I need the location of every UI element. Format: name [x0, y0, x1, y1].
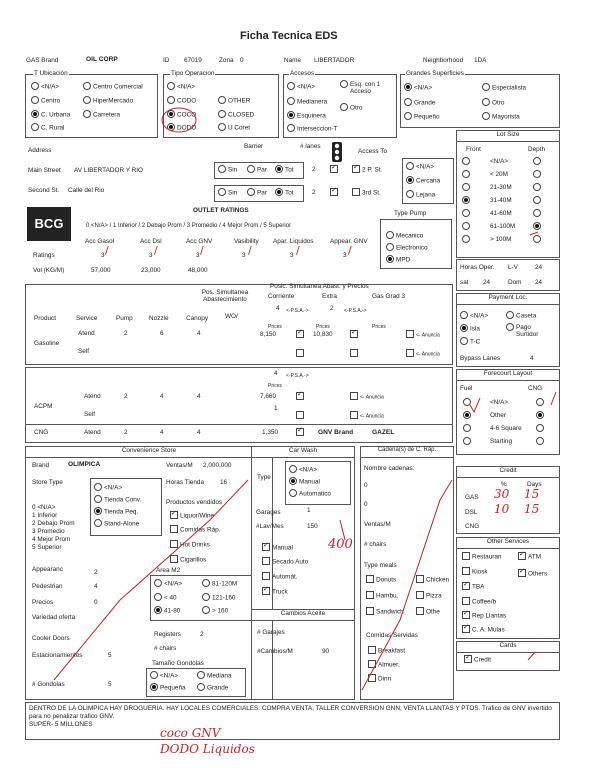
lanes-second-value[interactable]: 2 — [312, 189, 316, 196]
gondolas-value[interactable]: 5 — [108, 681, 112, 688]
appearance-value[interactable]: 2 — [94, 569, 98, 576]
pump-mecanico[interactable]: Mecanico — [386, 232, 423, 241]
access-lejana[interactable]: Lejana — [406, 191, 435, 200]
lot-size-label: 21-30M — [490, 184, 512, 191]
lot-size-label: < 20M — [490, 171, 508, 178]
payment-tc[interactable]: T-C — [460, 338, 480, 347]
accesos-interseccion[interactable]: Interseccion-T — [287, 125, 338, 134]
forecourt-cng-label: CNG — [528, 385, 543, 392]
ubicacion-hiper[interactable]: HiperMercado — [83, 97, 133, 106]
productos-title: Productos vendidos — [166, 499, 223, 506]
aceite-title: Cambios Aceite — [251, 609, 355, 621]
horas-tienda-label: Horas Tienda — [166, 479, 205, 486]
operacion-closed[interactable]: CLOSED — [218, 111, 254, 120]
prices-label: Prices — [372, 324, 386, 330]
carwash-manual[interactable]: Manual — [289, 478, 320, 487]
type-pump-title: Type Pump — [394, 210, 427, 217]
access-cercana[interactable]: Cercana — [406, 177, 440, 186]
prices-label: Prices — [268, 324, 282, 330]
store-brand-value[interactable]: OLIMPICA — [68, 461, 101, 468]
credit-gas-label: GAS — [465, 494, 479, 501]
area-lt40[interactable]: < 40 — [154, 594, 177, 603]
ratings-label: Ratings — [33, 252, 55, 259]
gas-self-g3-check[interactable]: <- Anuncia — [406, 350, 440, 359]
acpm-self-anuncia[interactable]: <- Anuncia — [350, 412, 384, 421]
acpm-pump-value[interactable]: 2 — [124, 393, 128, 400]
ubicacion-cc[interactable]: Centro Comercial — [83, 83, 143, 92]
gas-e-pos[interactable]: 2 — [330, 305, 334, 312]
gas-g3-check[interactable]: <- Anuncia — [406, 331, 440, 340]
credit-pct-label: % — [501, 481, 507, 488]
gas-e-price[interactable]: 10,830 — [313, 331, 333, 338]
cng-price[interactable]: 1,350 — [262, 429, 278, 436]
handwritten-strike-line — [54, 480, 248, 680]
other-services-title: Other Services — [456, 537, 560, 549]
card-credit[interactable]: ✓Credit — [464, 656, 491, 665]
vol-diesel[interactable]: 23,000 — [141, 267, 161, 274]
carwash-title: Car Wash — [251, 446, 355, 458]
page-title: Ficha Tecnica EDS — [240, 30, 338, 42]
superficies-especialista[interactable]: Especialista — [482, 84, 526, 93]
ubicacion-centro[interactable]: Centro — [31, 97, 60, 106]
second-street-value[interactable]: Calle del Rio — [68, 187, 105, 194]
area-na[interactable]: <N/A> — [154, 580, 182, 589]
psa-label: <-P.S.A.-> — [286, 308, 309, 314]
serv-breakfast[interactable]: Breakfast — [368, 647, 405, 656]
prod-liquor[interactable]: ✓Liquor/Wine — [170, 512, 214, 521]
lot-size-label: <N/A> — [490, 158, 509, 165]
handwritten-tick — [530, 232, 538, 235]
cadena-title: Cadena(s) de C. Ráp. — [360, 446, 454, 458]
gnv-brand-label: GNV Brand — [318, 429, 354, 436]
service-kiosk[interactable]: Kiosk — [462, 568, 488, 577]
superficies-title: Grandes Superficies — [406, 70, 464, 77]
area-gt160[interactable]: > 160 — [202, 607, 228, 616]
credit-cng-label: CNG — [465, 523, 480, 530]
credit-dsl-label: DSL — [465, 509, 478, 516]
ubicacion-urbana[interactable]: C. Urbana — [31, 111, 70, 120]
cng-label: CNG — [34, 429, 49, 436]
carwash-automat-check[interactable]: Automát. — [262, 573, 298, 582]
credit-dsl-days[interactable]: 15 — [524, 502, 540, 516]
forecourt-option-label: <N/A> — [490, 399, 509, 406]
carwash-na[interactable]: <N/A> — [289, 466, 317, 475]
serv-almuer[interactable]: Almuer. — [368, 661, 400, 670]
cadena-ventas-label: Ventas/M — [364, 521, 391, 528]
service-others[interactable]: ✓ Others — [518, 570, 547, 579]
credit-dsl-pct[interactable]: 10 — [494, 502, 510, 516]
pedestrian-value[interactable]: 4 — [94, 583, 98, 590]
store-type-label: Store Type — [32, 479, 63, 486]
lav-mes-value[interactable]: 150 — [307, 523, 318, 530]
acpm-label: ACPM — [34, 403, 53, 410]
ventas-value[interactable]: 2,000,000 — [203, 462, 232, 469]
hours-dom-value[interactable]: 24 — [535, 279, 543, 286]
third-st[interactable]: 3rd St. — [352, 189, 381, 198]
barrier-main-sin[interactable]: Sin — [218, 166, 237, 175]
cambios-value[interactable]: 90 — [322, 648, 330, 655]
store-type-na[interactable]: <N/A> — [94, 484, 122, 493]
vol-gasoline[interactable]: 57,000 — [91, 267, 111, 274]
operacion-title: Tipo Operacion — [171, 70, 215, 77]
store-title: Convenience Store — [25, 446, 273, 458]
gas-brand-value[interactable]: OIL CORP — [86, 56, 118, 63]
gas-nozzle-value[interactable]: 6 — [160, 330, 164, 337]
acpm-atend-label: Atend — [84, 393, 101, 400]
hours-lv-label: L-V — [508, 264, 518, 271]
credit-gas-days[interactable]: 15 — [524, 487, 540, 501]
service-rep-llantas[interactable]: ✓Rep Llantas — [462, 612, 506, 621]
grad3-label: Gas Grad 3 — [372, 293, 406, 300]
forecourt-fuel-label: Fuel — [460, 385, 473, 392]
rating-acc-gasol[interactable]: 3 — [101, 252, 105, 259]
tam-mediana[interactable]: Mediana — [197, 672, 232, 681]
garages-label: Garages — [256, 509, 281, 516]
psa-label: <-P.S.A.-> — [344, 308, 367, 314]
barrier-second-par[interactable]: Par — [247, 189, 267, 198]
prices-header: Posic. Simultanea Abast. y Precios — [270, 283, 369, 290]
accesos-esq1[interactable]: Esq. con 1 Acceso — [340, 81, 392, 95]
handwritten-400: 400 — [328, 537, 353, 552]
gas-atend-label: Atend — [78, 330, 95, 337]
pos-simultanea-label: Pos. Simultanea Abastecimiento — [201, 289, 249, 303]
lot-size-label: 61-100M — [490, 223, 516, 230]
product-label: Product — [34, 315, 57, 322]
superficies-grande[interactable]: Grande — [404, 99, 435, 108]
carwash-truck-check[interactable]: ✓Truck — [262, 588, 288, 597]
hours-lv-value[interactable]: 24 — [535, 264, 543, 271]
rating-acc-dsl[interactable]: 3 — [149, 252, 153, 259]
barrier-second-tot[interactable]: Tot — [275, 189, 294, 198]
cooler-label: Cooler Doors — [32, 635, 70, 642]
gas-self-label: Self — [78, 348, 90, 355]
name-label: Name — [284, 57, 302, 64]
cambios-label: #Cambios/M — [257, 648, 293, 655]
hours-label: Horas Oper. — [460, 264, 495, 271]
barrier-second-sin[interactable]: Sin — [218, 189, 237, 198]
cadena-chairs-label: # chairs — [364, 541, 387, 548]
tam-grande[interactable]: Grande — [197, 684, 228, 693]
handwritten-tick — [528, 652, 535, 660]
prices-label: Prices — [268, 383, 282, 389]
gnv-brand-value[interactable]: GAZEL — [372, 429, 395, 436]
garages-value[interactable]: 1 — [307, 507, 311, 514]
hours-dom-label: Dom — [508, 279, 522, 286]
bypass-value[interactable]: 4 — [530, 355, 534, 362]
registers-value[interactable]: 2 — [200, 631, 204, 638]
credit-days-label: Days — [527, 481, 542, 488]
zona-label: Zona — [219, 57, 234, 64]
barrier-label: Barrier — [244, 143, 264, 150]
store-scale: 0 <N/A> 1 Inferior 2 Debajo Prom 3 Promedio 4 Mejor Prom 5 Superior — [32, 504, 75, 551]
store-type-conv[interactable]: Tienda Conv. — [94, 496, 141, 505]
name-value[interactable]: LIBERTADOR — [314, 57, 355, 64]
ubicacion-rural[interactable]: C. Rural — [31, 124, 64, 133]
canopy-label: Canopy — [186, 315, 209, 322]
acpm-price[interactable]: 7,660 — [260, 393, 276, 400]
acc-gnv-label: Acc GNV — [186, 238, 213, 245]
main-street-label: Main Street — [28, 167, 61, 174]
service-tba[interactable]: ✓TBA — [462, 583, 484, 592]
gas-c-price[interactable]: 8,150 — [260, 331, 276, 338]
ventas-label: Ventas/M — [166, 462, 193, 469]
ubicacion-title: T Ubicación — [34, 70, 68, 77]
cadena-nombre-label: Nombre cadenas: — [364, 465, 415, 472]
acpm-anuncia[interactable]: <- Anuncia — [350, 393, 384, 402]
payment-isla[interactable]: Isla — [460, 325, 480, 334]
carwash-auto[interactable]: Automatico — [289, 490, 331, 499]
estac-value[interactable]: 5 — [108, 652, 112, 659]
store-chairs-label: # chairs — [154, 645, 177, 652]
payment-surtidor[interactable]: Pago Surtidor — [506, 324, 554, 338]
gas-c-pos[interactable]: 4 — [276, 305, 280, 312]
tam-pequena[interactable]: Pequeña — [150, 684, 186, 693]
extra-label: Extra — [322, 293, 337, 300]
prod-cigarillos[interactable]: Cigarillos — [170, 556, 206, 565]
second-street-label: Second St. — [28, 187, 60, 194]
hours-sat-label: sat — [460, 279, 469, 286]
operacion-dodo[interactable]: DODO — [167, 124, 196, 133]
superficies-pequeno[interactable]: Pequeño — [404, 113, 440, 122]
handwritten-tick — [470, 398, 480, 412]
tam-na[interactable]: <N/A> — [150, 672, 178, 681]
forecourt-option-label: Other — [490, 412, 506, 419]
meal-chicken[interactable]: Chicken — [416, 576, 449, 585]
handwritten-strike-line — [362, 480, 452, 690]
area-41-80[interactable]: 41-80 — [154, 607, 180, 616]
service-label: Service — [76, 315, 98, 322]
cng-canopy-value[interactable]: 4 — [197, 429, 201, 436]
acpm-self-pos[interactable]: 1 — [274, 405, 278, 412]
carwash-manual-check[interactable]: ✓Manual — [262, 544, 293, 553]
appearance-label: Appearanc — [32, 566, 63, 573]
id-value[interactable]: 67019 — [184, 57, 202, 64]
meal-hambu[interactable]: Hambu. — [366, 592, 398, 601]
hours-sat-value[interactable]: 24 — [483, 279, 491, 286]
service-atm[interactable]: ✓ ATM — [518, 553, 541, 562]
operacion-coco[interactable]: COCO — [167, 111, 196, 120]
area-81-120[interactable]: 81-120M — [202, 580, 237, 589]
corriente-label: Corriente — [268, 293, 295, 300]
precios-label: Precios — [32, 599, 54, 606]
rating-acc-gnv[interactable]: 3 — [196, 252, 200, 259]
neighborhood-value[interactable]: 1DA — [474, 57, 487, 64]
rating-appear-gnv[interactable]: 3 — [343, 252, 347, 259]
accesos-medianera[interactable]: Medianera — [287, 98, 327, 107]
accesos-na[interactable]: <N/A> — [287, 83, 315, 92]
ubicacion-na[interactable]: <N/A> — [31, 83, 59, 92]
handwritten-tick — [340, 520, 345, 540]
acc-dsl-label: Acc Dsl — [140, 238, 162, 245]
cadena-zero2[interactable]: 0 — [364, 501, 368, 508]
acpm-nozzle-value[interactable]: 4 — [160, 393, 164, 400]
lanes-label: # lanes — [300, 143, 321, 150]
area-121-160[interactable]: 121-160 — [202, 594, 235, 603]
acpm-self-label: Self — [84, 411, 96, 418]
zona-value[interactable]: 0 — [240, 57, 244, 64]
acpm-pos[interactable]: 4 — [274, 370, 278, 377]
pump-mpd[interactable]: MPD — [386, 256, 410, 265]
prod-comidas[interactable]: Comidas Ráp. — [170, 526, 221, 535]
operacion-ucoret[interactable]: U Coret — [218, 124, 250, 133]
horas-tienda-value[interactable]: 16 — [220, 479, 228, 486]
cards-title: Cards — [456, 641, 560, 653]
prod-hot-drinks[interactable]: Hot Drinks — [170, 541, 210, 550]
superficies-mayorista[interactable]: Mayorista — [482, 113, 520, 122]
psa-label: <-P.S.A.-> — [286, 373, 309, 379]
accesos-otro[interactable]: Otro — [340, 104, 362, 113]
access-to-label: Access To — [358, 148, 388, 155]
credit-title: Credit — [456, 466, 560, 478]
service-coffee[interactable]: Coffee/b — [462, 598, 496, 607]
comidas-label: Comidas Servidas — [366, 632, 418, 639]
service-ca-mulas[interactable]: ✓C. A. Mulas — [462, 626, 505, 635]
pump-electronico[interactable]: Electronico — [386, 244, 428, 253]
cadena-zero1[interactable]: 0 — [364, 482, 368, 489]
cng-service: Atend — [84, 429, 101, 436]
garajes2-label: # Garajes — [257, 629, 285, 636]
variedad-label: Variedad oferta — [32, 614, 76, 621]
type-meals-label: Type meals — [364, 562, 397, 569]
operacion-na[interactable]: <N/A> — [167, 83, 195, 92]
handwritten-note-2: DODO Liquidos — [160, 742, 255, 756]
notes-text-2[interactable]: SUPER- 5 MILLONES — [29, 721, 93, 728]
service-restaurant[interactable]: Restauran — [462, 553, 502, 562]
prices-label: Prices — [316, 324, 330, 330]
area-title: Area M2 — [156, 567, 181, 574]
gasoline-label: Gasoline — [34, 340, 60, 347]
credit-gas-pct[interactable]: 30 — [494, 487, 510, 501]
main-street-value[interactable]: AV LIBERTADOR Y RIO — [74, 167, 144, 174]
accesos-title: Accesos — [290, 70, 315, 77]
handwritten-tick: / — [348, 244, 352, 257]
estac-label: Estacionamientos — [32, 652, 83, 659]
cng-nozzle-value[interactable]: 4 — [160, 429, 164, 436]
gas-pump-value[interactable]: 2 — [124, 330, 128, 337]
operacion-codo[interactable]: CODO — [167, 97, 196, 106]
neighborhood-label: Neighborhood — [423, 57, 464, 64]
store-type-peq[interactable]: Tienda Peq. — [94, 508, 138, 517]
serv-dinn[interactable]: Dinn — [368, 675, 391, 684]
carwash-secado-check[interactable]: Secado Auto — [262, 558, 308, 567]
notes-text[interactable]: DENTRO DE LA OLIMPICA HAY DROGUERIA. HAY LOCALES COMERCIALES: COMPRA VENTA, TALLER CONVERSION GNN, VENTA LLANTAS Y PTOS. Trafico de GNV invertido para no penalizar trafico GNV. — [29, 705, 552, 720]
vol-cng[interactable]: 48,000 — [188, 267, 208, 274]
address-label: Address — [28, 147, 52, 154]
payment-caseta[interactable]: Caseta — [506, 312, 536, 321]
store-brand-label: Brand — [32, 462, 50, 469]
meal-pizza[interactable]: Pizza — [416, 592, 442, 601]
rating-visibility[interactable]: 3 — [242, 252, 246, 259]
handwritten-tick — [551, 392, 556, 405]
bypass-label: Bypass Lanes — [460, 355, 501, 362]
barrier-main-tot[interactable]: Tot — [275, 166, 294, 175]
store-type-standalone[interactable]: Stand-Alone — [94, 520, 139, 529]
operacion-other[interactable]: OTHER — [218, 97, 250, 106]
pedestrian-label: Pedestrian — [32, 583, 63, 590]
bcg-logo: BCG — [27, 207, 71, 241]
handwritten-tick: / — [296, 244, 300, 257]
handwritten-tick: / — [248, 244, 252, 257]
carwash-type-label: Type — [257, 474, 271, 481]
payment-title: Payment Loc. — [456, 293, 560, 305]
handwritten-note-1: coco GNV — [160, 726, 221, 740]
id-label: ID — [163, 57, 170, 64]
lot-size-label: 41-60M — [490, 210, 512, 217]
outlet-ratings-title: OUTLET RATINGS — [193, 207, 249, 214]
registers-label: Registers — [154, 631, 181, 638]
access-na[interactable]: <N/A> — [406, 163, 434, 172]
payment-na[interactable]: <N/A> — [460, 312, 488, 321]
meal-other[interactable]: Othe — [416, 608, 440, 617]
lot-size-label: 31-40M — [490, 197, 512, 204]
handwritten-tick: / — [154, 244, 158, 257]
lav-mes-label: #Lav/Mes — [256, 523, 284, 530]
lot-size-label: > 100M — [490, 236, 512, 243]
superficies-na[interactable]: <N/A> — [404, 84, 432, 93]
ubicacion-carretera[interactable]: Carretera — [83, 111, 120, 120]
rating-apar-liquidos[interactable]: 3 — [290, 252, 294, 259]
meal-sandwich[interactable]: Sandwich — [366, 608, 404, 617]
visibility-label: Vasibility — [234, 238, 259, 245]
forecourt-option-label: Starting — [490, 438, 513, 445]
lot-size-title: Lot Size — [456, 130, 560, 142]
two-p-st[interactable]: ✓ 2 P. St. — [352, 166, 382, 175]
acpm-canopy-value[interactable]: 4 — [197, 393, 201, 400]
forecourt-option-label: 4-6 Square — [490, 425, 522, 432]
pump-label: Pump — [116, 315, 133, 322]
lot-depth-label: Depth — [528, 146, 546, 153]
precios-value[interactable]: 0 — [94, 599, 98, 606]
accesos-esquinera[interactable]: Esquinera — [287, 112, 326, 121]
acc-gasol-label: Acc Gasol — [85, 238, 115, 245]
wo-label: WO/ — [225, 313, 238, 320]
forecourt-title: Forecourt Layout — [456, 369, 560, 381]
apar-liquidos-label: Apar. Liquidos — [273, 238, 314, 245]
handwritten-tick: / — [105, 244, 109, 257]
gondolas-label: # Gondolas — [32, 681, 65, 688]
nozzle-label: Nozzle — [149, 315, 169, 322]
handwritten-tick: / — [200, 244, 204, 257]
appear-gnv-label: Appear. GNV — [330, 238, 368, 245]
barrier-main-par[interactable]: Par — [247, 166, 267, 175]
superficies-otro[interactable]: Otro — [482, 99, 504, 108]
vol-label: Vol (KG/M) — [33, 267, 65, 274]
gas-canopy-value[interactable]: 4 — [197, 330, 201, 337]
cng-pump-value[interactable]: 2 — [124, 429, 128, 436]
meal-donuts[interactable]: Donuts — [366, 576, 396, 585]
lot-front-label: Front — [466, 146, 481, 153]
tamano-title: Tamaño Gondolas — [152, 660, 204, 667]
lanes-main-value[interactable]: 2 — [312, 166, 316, 173]
outlet-ratings-scale: 0 <N/A> / 1 Inferior / 2 Debajo Prom / 3 Promedio / 4 Mejor Prom / 5 Superior — [86, 223, 292, 229]
gas-brand-label: GAS Brand — [26, 57, 59, 64]
